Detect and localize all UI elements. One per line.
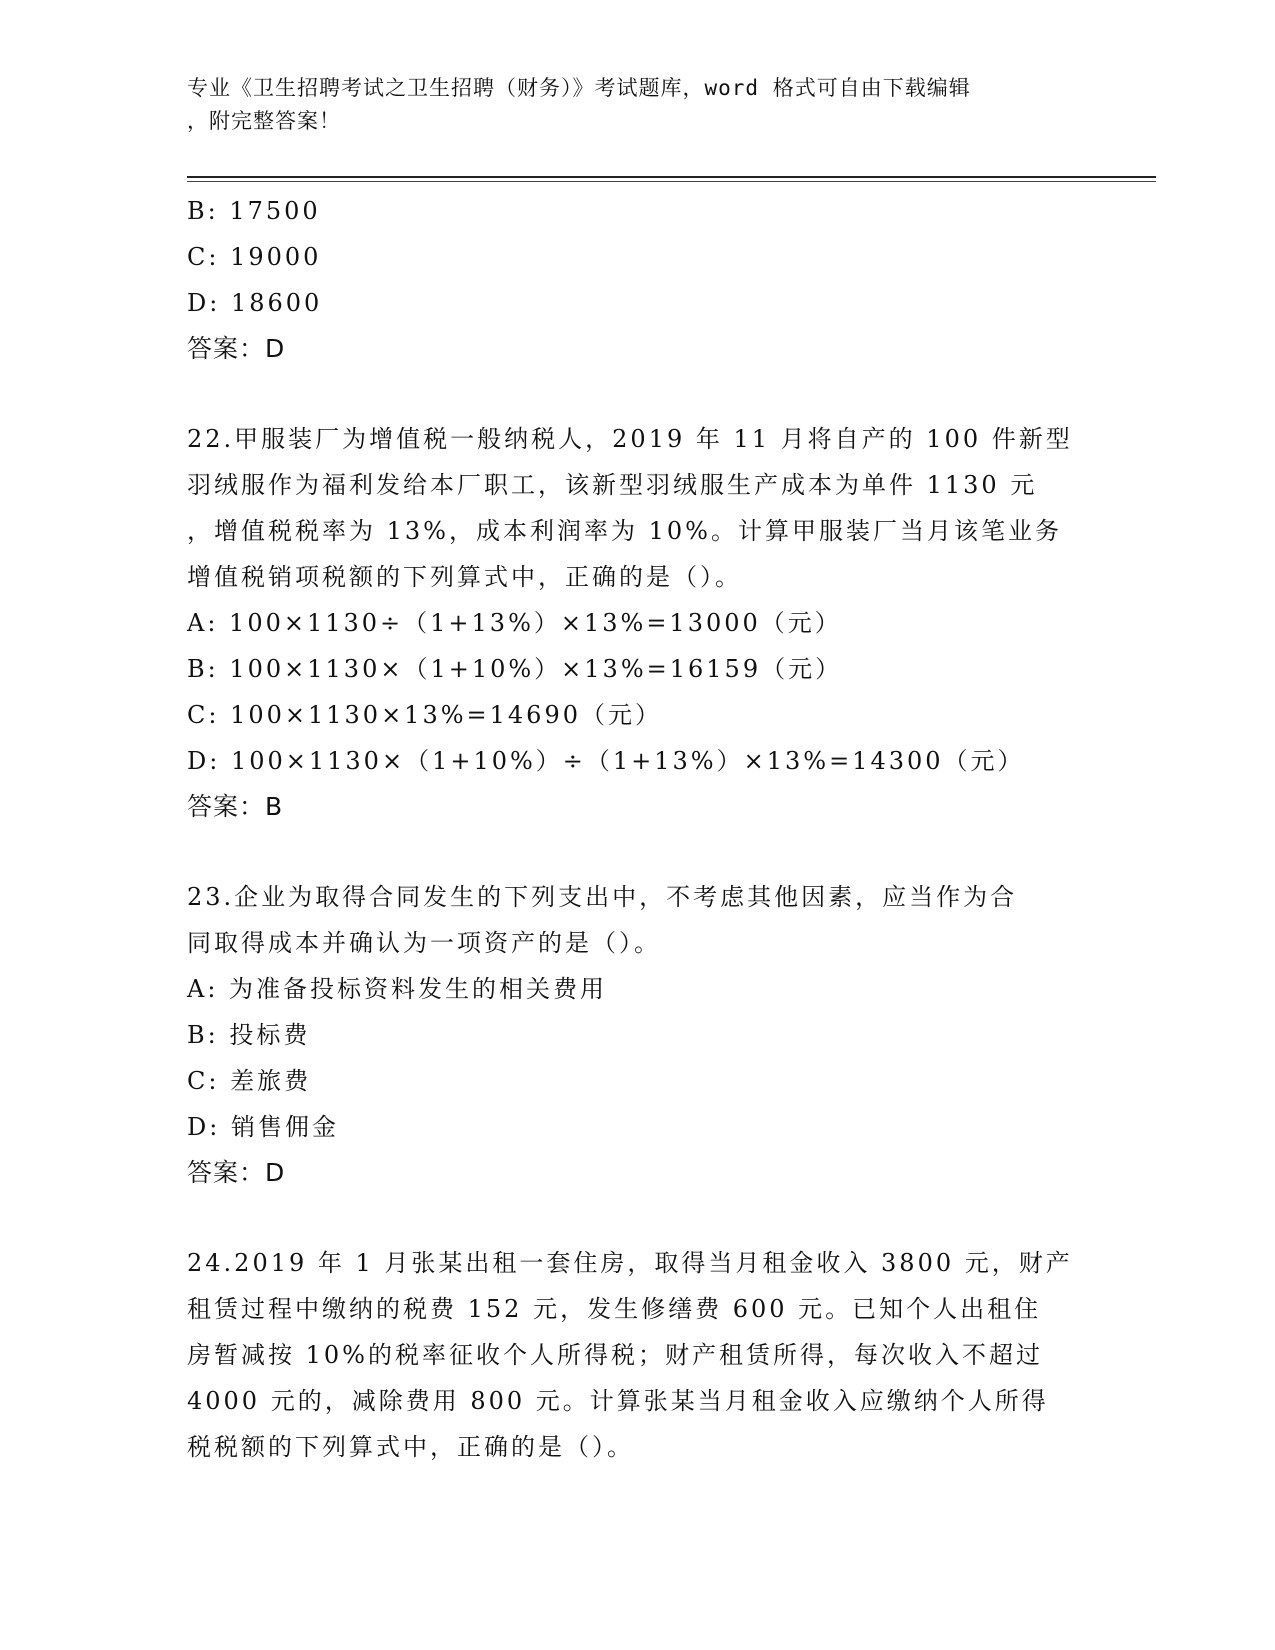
answer: 答案：B [187,792,284,821]
answer: 答案：D [187,1158,286,1187]
question-24 [187,1240,1077,1470]
header-line-2: ，附完整答案！ [187,109,341,133]
option-b: B: 100×1130×（1+10%）×13%=16159（元） [187,655,843,683]
option-b: B: 投标费 [187,1021,311,1049]
option-b: B: 17500 [187,197,321,225]
question-text-line: 羽绒服作为福利发给本厂职工，该新型羽绒服生产成本为单件 1130 元 [187,471,1038,499]
option-d: D: 销售佣金 [187,1113,339,1141]
document-body [187,188,1077,1470]
question-23 [187,874,1077,1196]
question-text-line: ，增值税税率为 13%，成本利润率为 10%。计算甲服装厂当月该笔业务 [187,517,1062,545]
question-text-line: 税税额的下列算式中，正确的是（）。 [187,1433,634,1461]
option-c: C: 19000 [187,243,322,271]
question-text-line: 增值税销项税额的下列算式中，正确的是（）。 [187,563,742,591]
option-d: D: 100×1130×（1+10%）÷（1+13%）×13%=14300（元） [187,747,1025,775]
question-text-line: 4000 元的，减除费用 800 元。计算张某当月租金收入应缴纳个人所得 [187,1387,1049,1415]
question-text-line: 23.企业为取得合同发生的下列支出中，不考虑其他因素，应当作为合 [187,883,1018,911]
question-text-line: 22.甲服装厂为增值税一般纳税人，2019 年 11 月将自产的 100 件新型 [187,425,1073,453]
question-21-tail [187,188,1077,372]
answer: 答案：D [187,334,286,363]
question-text-line: 房暂减按 10%的税率征收个人所得税；财产租赁所得，每次收入不超过 [187,1341,1043,1369]
option-a: A: 为准备投标资料发生的相关费用 [187,975,608,1003]
header-divider-thick [187,176,1156,178]
question-22 [187,416,1077,830]
option-c: C: 100×1130×13%=14690（元） [187,701,662,729]
question-text-line: 同取得成本并确认为一项资产的是（）。 [187,929,661,957]
question-text-line: 租赁过程中缴纳的税费 152 元，发生修缮费 600 元。已知个人出租住 [187,1295,1042,1323]
option-a: A: 100×1130÷（1+13%）×13%=13000（元） [187,609,842,637]
question-text-line: 24.2019 年 1 月张某出租一套住房，取得当月租金收入 3800 元，财产 [187,1249,1073,1277]
option-c: C: 差旅费 [187,1067,312,1095]
option-d: D: 18600 [187,289,323,317]
document-header [187,72,1087,138]
header-line-1: 专业《卫生招聘考试之卫生招聘（财务）》考试题库，word 格式可自由下载编辑 [187,76,971,100]
header-divider-thin [187,181,1156,182]
